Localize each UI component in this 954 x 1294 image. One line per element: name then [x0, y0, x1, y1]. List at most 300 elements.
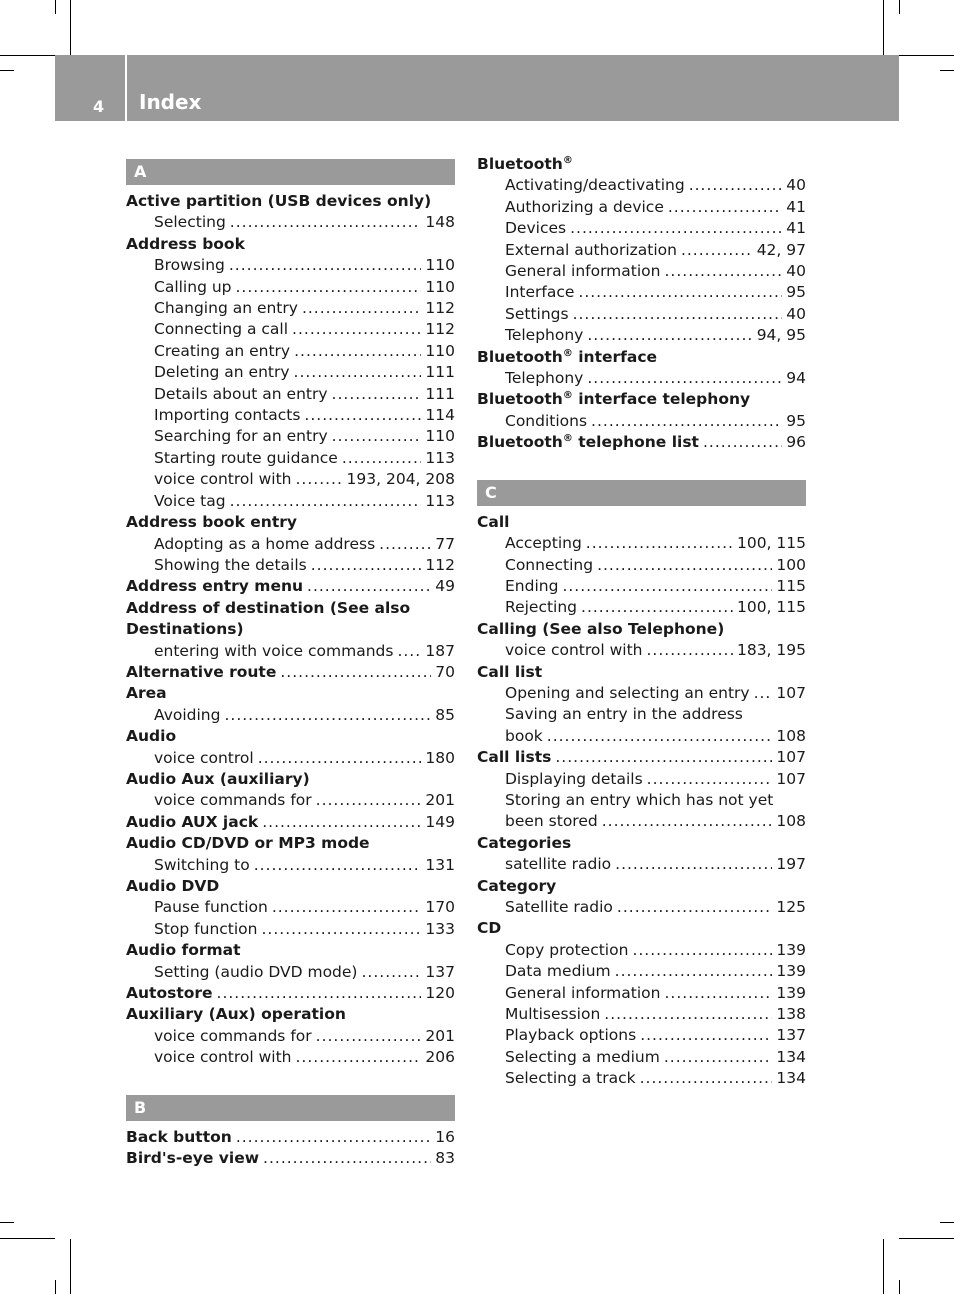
entry-label-text: External authorization	[505, 240, 677, 259]
entry-label	[505, 411, 587, 432]
entry-label-text: voice control with	[505, 641, 643, 660]
entry-label-text: Creating an entry	[154, 341, 291, 360]
leader-dots	[304, 405, 421, 426]
entry-label	[126, 1127, 232, 1148]
leader-dots	[230, 491, 422, 512]
entry-label	[154, 962, 357, 983]
leader-dots	[217, 983, 422, 1004]
index-subentry	[477, 175, 806, 196]
leader-dots	[664, 261, 782, 282]
leader-dots	[581, 597, 733, 618]
entry-label-text: Copy protection	[505, 940, 629, 959]
entry-label	[505, 368, 583, 389]
entry-label	[477, 747, 551, 768]
section-letter: C	[477, 480, 806, 506]
index-heading	[477, 918, 806, 939]
entry-label	[154, 212, 226, 233]
entry-label	[154, 448, 338, 469]
index-subentry	[477, 533, 806, 554]
leader-dots	[587, 368, 782, 389]
entry-label	[154, 705, 220, 726]
entry-label-text: Audio AUX jack	[126, 812, 259, 831]
index-heading	[126, 1004, 455, 1025]
entry-label	[154, 534, 375, 555]
entry-label: Active partition (USB devices only)	[126, 192, 432, 210]
index-subentry	[477, 240, 806, 261]
entry-label	[154, 405, 300, 426]
leader-dots	[668, 197, 782, 218]
index-subentry	[126, 448, 455, 469]
crop-mark	[940, 1222, 954, 1223]
index-subentry	[126, 426, 455, 447]
crop-mark	[899, 0, 900, 14]
index-heading	[126, 1127, 455, 1148]
entry-label	[126, 662, 276, 683]
entry-label	[505, 940, 628, 961]
page-reference: 113	[425, 448, 455, 467]
leader-dots	[632, 940, 772, 961]
crop-mark	[0, 1238, 55, 1239]
index-subentry	[477, 683, 806, 704]
entry-label-suffix: telephone list	[572, 433, 699, 452]
entry-label	[505, 726, 543, 747]
index-heading	[477, 347, 806, 368]
entry-label	[154, 469, 292, 490]
page-reference: 139	[776, 983, 806, 1002]
entry-label-text: Satellite radio	[505, 898, 613, 916]
leader-dots	[307, 576, 431, 597]
leader-dots	[591, 411, 782, 432]
crop-mark	[70, 0, 71, 55]
crop-mark	[899, 1280, 900, 1294]
index-subentry	[477, 576, 806, 597]
entry-label-text: Data medium	[505, 962, 611, 981]
index-subentry	[126, 491, 455, 512]
index-column-left	[126, 154, 455, 1169]
leader-dots	[332, 384, 422, 405]
entry-label: Audio DVD	[126, 877, 220, 895]
page-reference: 112	[425, 299, 455, 318]
index-subentry	[126, 962, 455, 983]
page-reference: 107	[776, 769, 806, 788]
index-subentry	[126, 641, 455, 662]
page-reference: 108	[776, 726, 806, 745]
page-reference: 139	[776, 940, 806, 959]
leader-dots	[562, 576, 772, 597]
index-subentry	[126, 534, 455, 555]
page-reference: 96	[786, 433, 806, 452]
index-heading	[477, 619, 806, 640]
entry-label-text: Settings	[505, 304, 569, 323]
entry-label-text: satellite radio	[505, 855, 612, 874]
leader-dots	[254, 855, 422, 876]
index-subentry	[126, 1026, 455, 1047]
leader-dots	[229, 255, 422, 276]
entry-label-text: Setting (audio DVD mode)	[154, 962, 358, 981]
page-reference: 111	[425, 384, 455, 403]
entry-label-text: Rejecting	[505, 598, 578, 617]
entry-label: Bluetooth	[477, 347, 563, 366]
entry-label	[505, 597, 577, 618]
index-subentry	[477, 261, 806, 282]
page-reference: 110	[425, 256, 455, 275]
leader-dots	[294, 341, 421, 362]
leader-dots	[302, 298, 421, 319]
leader-dots	[224, 705, 431, 726]
page-reference: 131	[425, 855, 455, 874]
leader-dots	[703, 432, 782, 453]
entry-label-text: Avoiding	[154, 705, 221, 724]
entry-label: Audio Aux (auxiliary)	[126, 769, 310, 788]
index-subentry	[477, 983, 806, 1004]
page-reference: 110	[425, 277, 455, 296]
entry-label	[505, 983, 660, 1004]
leader-dots	[640, 1068, 773, 1089]
leader-dots	[296, 469, 343, 490]
leader-dots	[311, 555, 422, 576]
index-heading	[477, 876, 806, 897]
page-reference: 201	[425, 1026, 455, 1045]
index-heading	[126, 191, 455, 212]
section-letter: B	[126, 1095, 455, 1121]
registered-mark: ®	[562, 433, 573, 445]
entry-label	[154, 319, 288, 340]
entry-label: Auxiliary (Aux) operation	[126, 1005, 346, 1024]
entry-label	[154, 641, 393, 662]
page-reference: 100, 115	[736, 598, 806, 617]
index-subentry	[126, 705, 455, 726]
index-subentry	[126, 897, 455, 918]
index-subentry	[126, 855, 455, 876]
entry-label	[505, 1068, 636, 1089]
index-subentry	[477, 597, 806, 618]
entry-label-text: voice commands for	[154, 1026, 312, 1045]
leader-dots	[647, 640, 733, 661]
page-reference: 107	[776, 683, 806, 702]
entry-label-text: Playback options	[505, 1026, 637, 1045]
entry-label-text: Accepting	[505, 534, 582, 553]
entry-label	[505, 683, 750, 704]
leader-dots	[280, 662, 431, 683]
page-reference: 206	[425, 1048, 455, 1067]
crop-mark	[0, 1222, 14, 1223]
page-reference: 137	[425, 962, 455, 981]
page-reference: 137	[776, 1026, 806, 1045]
entry-label	[126, 576, 303, 597]
page-reference: 40	[786, 262, 806, 281]
entry-label	[154, 362, 290, 383]
entry-label-text: General information	[505, 983, 661, 1002]
leader-dots	[602, 811, 773, 832]
crop-mark	[0, 55, 55, 56]
index-heading	[126, 576, 455, 597]
registered-mark: ®	[562, 390, 573, 402]
leader-dots	[647, 769, 773, 790]
entry-label-text: voice control	[154, 748, 254, 767]
entry-label-text: Deleting an entry	[154, 363, 290, 382]
entry-label-suffix: interface telephony	[572, 390, 751, 409]
page-reference: 70	[435, 662, 455, 681]
page-reference: 187	[425, 641, 455, 660]
leader-dots	[261, 919, 421, 940]
entry-label	[154, 897, 268, 918]
entry-label: Call	[477, 512, 510, 531]
entry-label	[505, 533, 582, 554]
index-subentry	[477, 1068, 806, 1089]
entry-label-text: Telephony	[505, 326, 584, 345]
leader-dots	[689, 175, 783, 196]
entry-label-text: Alternative route	[126, 662, 277, 681]
entry-label-text: Calling up	[154, 277, 232, 296]
entry-label	[505, 218, 566, 239]
index-heading	[126, 619, 455, 640]
entry-label	[126, 812, 258, 833]
index-subentry	[477, 197, 806, 218]
index-heading	[477, 512, 806, 533]
entry-label	[505, 282, 574, 303]
page-reference: 41	[786, 197, 806, 216]
page-reference: 125	[776, 898, 806, 916]
index-subentry	[126, 405, 455, 426]
entry-label	[505, 261, 660, 282]
entry-label	[154, 790, 312, 811]
entry-label	[154, 426, 328, 447]
index-subentry	[477, 940, 806, 961]
entry-label-text: Selecting a track	[505, 1069, 636, 1088]
page-reference: 201	[425, 791, 455, 810]
leader-dots	[586, 533, 733, 554]
entry-label-text: Address entry menu	[126, 577, 304, 596]
leader-dots	[342, 448, 422, 469]
entry-label	[126, 1148, 259, 1169]
entry-label	[505, 811, 598, 832]
entry-label-text: Selecting a medium	[505, 1047, 660, 1066]
leader-dots	[316, 790, 422, 811]
index-heading	[126, 812, 455, 833]
entry-label	[154, 277, 232, 298]
leader-dots	[617, 897, 772, 918]
entry-label	[154, 855, 250, 876]
entry-label	[154, 919, 257, 940]
entry-label-text: voice control with	[154, 1048, 292, 1067]
entry-label	[505, 576, 558, 597]
index-subentry	[126, 298, 455, 319]
crop-mark	[899, 55, 954, 56]
index-subentry	[126, 469, 455, 490]
entry-label	[505, 1047, 660, 1068]
entry-label: Address book entry	[126, 513, 297, 532]
page-reference: 108	[776, 812, 806, 831]
entry-label	[154, 1047, 292, 1068]
entry-label-text: Stop function	[154, 919, 258, 938]
index-column-right	[477, 154, 806, 1090]
index-heading	[126, 876, 455, 897]
index-subentry	[477, 897, 806, 918]
leader-dots	[547, 726, 773, 747]
page-reference: 83	[435, 1149, 455, 1168]
entry-label	[505, 769, 643, 790]
index-subentry	[477, 555, 806, 576]
page-reference: 40	[786, 304, 806, 323]
entry-label: CD	[477, 919, 502, 938]
page-reference: 107	[776, 748, 806, 767]
entry-label-text: Importing contacts	[154, 406, 301, 425]
page-reference: 110	[425, 341, 455, 360]
index-subentry	[126, 384, 455, 405]
leader-dots	[681, 240, 753, 261]
page-reference: 49	[435, 577, 455, 596]
page-reference: 183, 195	[736, 641, 806, 660]
leader-dots	[236, 1127, 431, 1148]
index-subentry	[126, 277, 455, 298]
leader-dots	[664, 983, 772, 1004]
index-subentry	[477, 218, 806, 239]
leader-dots	[230, 212, 422, 233]
entry-label	[154, 748, 254, 769]
page-reference: 94, 95	[756, 326, 806, 345]
index-heading	[477, 154, 806, 175]
page-reference: 133	[425, 919, 455, 938]
entry-label	[154, 384, 328, 405]
entry-label	[505, 897, 613, 918]
entry-label: Storing an entry which has not yet	[505, 790, 774, 809]
entry-label-text: voice commands for	[154, 791, 312, 810]
entry-label-text: Conditions	[505, 411, 588, 430]
entry-label-text: Devices	[505, 219, 567, 238]
crop-mark	[883, 1239, 884, 1294]
entry-label	[505, 304, 569, 325]
entry-label-text: Adopting as a home address	[154, 534, 376, 553]
entry-label	[505, 325, 583, 346]
entry-label-text: Showing the details	[154, 555, 307, 574]
entry-label: Audio CD/DVD or MP3 mode	[126, 834, 370, 853]
leader-dots	[615, 854, 772, 875]
entry-label-text: Connecting	[505, 555, 594, 574]
page-reference: 41	[786, 219, 806, 238]
entry-label-text: Ending	[505, 576, 559, 595]
index-heading	[126, 598, 455, 619]
index-subentry	[126, 255, 455, 276]
leader-dots	[262, 812, 421, 833]
page-reference: 114	[425, 406, 455, 425]
leader-dots	[578, 282, 782, 303]
entry-label-text: Changing an entry	[154, 299, 298, 318]
page-reference: 113	[425, 491, 455, 510]
crop-mark	[55, 1280, 56, 1294]
entry-label-text: Bird's-eye view	[126, 1149, 260, 1168]
index-heading	[126, 1148, 455, 1169]
index-heading	[126, 769, 455, 790]
page-reference: 193, 204, 208	[346, 470, 455, 489]
entry-label-text: Autostore	[126, 984, 213, 1003]
crop-mark	[883, 0, 884, 55]
entry-label-text: Displaying details	[505, 769, 643, 788]
entry-label	[154, 1026, 312, 1047]
entry-label	[126, 983, 213, 1004]
page-title: Index	[139, 90, 202, 114]
crop-mark	[0, 70, 14, 71]
entry-label	[505, 1004, 600, 1025]
entry-label-text: Interface	[505, 283, 575, 302]
index-subentry	[477, 640, 806, 661]
index-subentry	[477, 1004, 806, 1025]
leader-dots	[332, 426, 422, 447]
entry-label: Destinations)	[126, 620, 244, 639]
entry-label-text: Activating/deactivating	[505, 176, 685, 195]
entry-label-text: Browsing	[154, 256, 225, 275]
entry-label-text: Switching to	[154, 855, 250, 874]
entry-label-text: Multisession	[505, 1005, 601, 1024]
registered-mark: ®	[562, 347, 573, 359]
entry-label-text: Voice tag	[154, 491, 226, 510]
section-letter: A	[126, 159, 455, 185]
entry-label: Saving an entry in the address	[505, 705, 743, 724]
entry-label-text: Details about an entry	[154, 384, 328, 403]
index-heading	[126, 940, 455, 961]
index-subentry	[477, 304, 806, 325]
entry-label-text: Authorizing a device	[505, 197, 664, 216]
index-subentry	[477, 961, 806, 982]
entry-label-text: Searching for an entry	[154, 427, 328, 446]
entry-label: Audio	[126, 727, 177, 746]
entry-label	[505, 240, 677, 261]
index-subentry	[477, 411, 806, 432]
page-reference: 100, 115	[736, 534, 806, 553]
entry-label	[477, 432, 699, 453]
leader-dots	[379, 534, 431, 555]
leader-dots	[316, 1026, 422, 1047]
index-heading	[126, 833, 455, 854]
entry-label: Area	[126, 684, 167, 703]
leader-dots	[236, 277, 422, 298]
index-subentry-text	[477, 790, 806, 811]
index-heading	[126, 512, 455, 533]
crop-mark	[55, 0, 56, 14]
leader-dots	[604, 1004, 772, 1025]
entry-label	[505, 1025, 636, 1046]
index-heading	[126, 662, 455, 683]
entry-label-text: Back button	[126, 1127, 232, 1146]
page-reference: 77	[435, 534, 455, 553]
entry-label: Bluetooth	[477, 155, 563, 173]
entry-label-text: Selecting	[154, 213, 226, 232]
leader-dots	[292, 319, 421, 340]
entry-label	[154, 555, 307, 576]
index-subentry	[126, 212, 455, 233]
page-reference: 134	[776, 1069, 806, 1088]
page-number: 4	[93, 97, 105, 116]
leader-dots	[573, 304, 783, 325]
entry-label: Address of destination (See also	[126, 598, 411, 617]
entry-label	[505, 640, 643, 661]
leader-dots	[555, 747, 772, 768]
index-heading	[126, 683, 455, 704]
page-reference: 85	[435, 705, 455, 724]
entry-label-text: Pause function	[154, 898, 268, 917]
leader-dots	[587, 325, 752, 346]
entry-label: Bluetooth	[477, 390, 563, 409]
index-subentry	[126, 341, 455, 362]
page-reference: 100	[776, 555, 806, 574]
entry-label-text: General information	[505, 262, 661, 281]
leader-dots	[597, 555, 772, 576]
page-reference: 197	[776, 855, 806, 874]
entry-label-text: Bluetooth	[477, 433, 563, 452]
entry-label	[505, 197, 664, 218]
index-heading	[477, 389, 806, 410]
entry-label-text: Telephony	[505, 369, 584, 388]
index-heading	[477, 432, 806, 453]
